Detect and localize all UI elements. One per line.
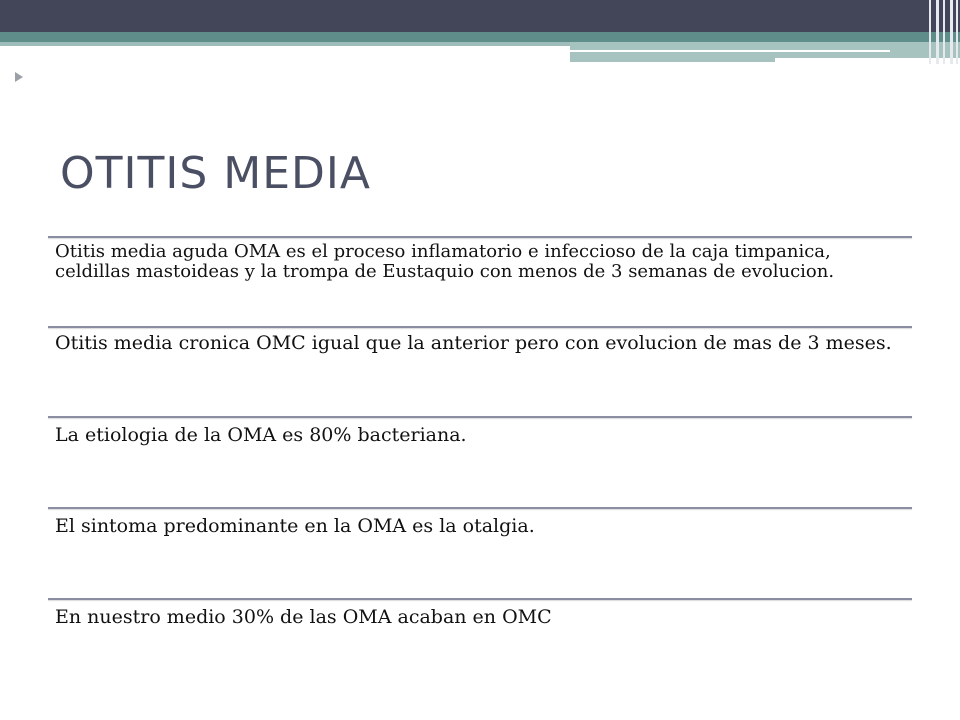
list-item-text: La etiologia de la OMA es 80% bacteriana. <box>55 424 467 446</box>
header-teal-accent-left <box>0 42 570 46</box>
list-item-text: Otitis media cronica OMC igual que la anterior pero con evolucion de mas de 3 meses. <box>55 332 892 354</box>
list-item-text: Otitis media aguda OMA es el proceso inflamatorio e infeccioso de la caja timpanica, celdillas mastoideas y la trompa de Eustaquio con menos de 3 semanas de evolucion. <box>55 241 835 282</box>
list-item <box>48 326 912 416</box>
list-item-text: El sintoma predominante en la OMA es la otalgia. <box>55 515 535 537</box>
list-item-text: En nuestro medio 30% de las OMA acaban en OMC <box>55 606 552 628</box>
slide-title: OTITIS MEDIA <box>60 148 371 199</box>
header-teal-band <box>0 32 960 42</box>
list-item <box>48 507 912 598</box>
list-item <box>48 416 912 507</box>
header-dark-band <box>0 0 960 32</box>
header-white-line <box>570 50 890 52</box>
header-white-line <box>570 62 775 64</box>
content-list <box>48 236 912 689</box>
slide-arrow-icon <box>15 72 23 82</box>
corner-stripes-decoration <box>926 0 960 64</box>
list-item <box>48 236 912 326</box>
list-item <box>48 598 912 689</box>
